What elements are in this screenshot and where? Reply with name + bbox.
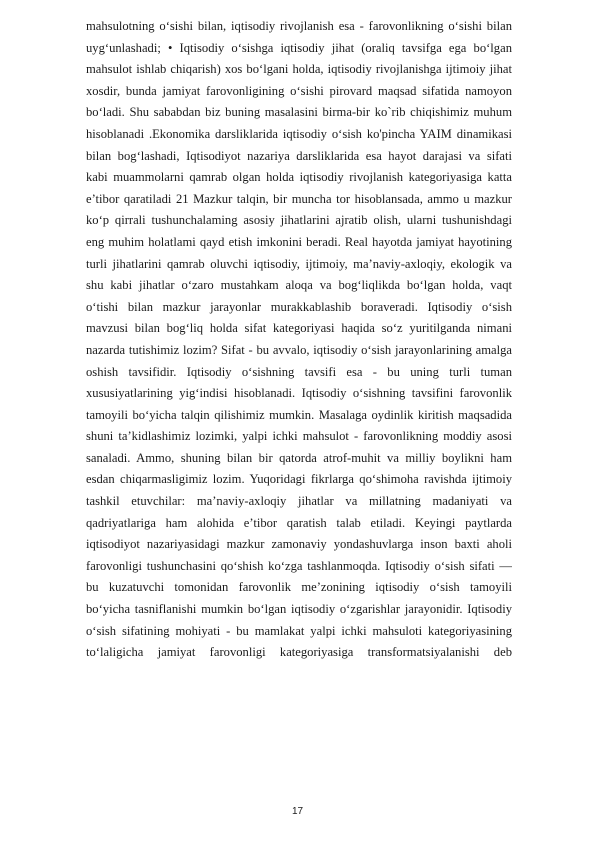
text-line: bilan bog‘lashadi, Iqtisodiyot nazariya darsliklarida esa hayot darajasi va sifati: [86, 148, 512, 163]
text-line: nazarda tutishimiz lozim? Sifat - bu avvalo, iqtisodiy o‘sish jarayonlarining amalga: [86, 342, 512, 357]
text-line: esdan chiqarmasligimiz lozim. Yuqoridagi fikrlarga qo‘shimoha ravishda ijtimoiy: [86, 472, 512, 487]
text-line: o‘tishi bilan mazkur jarayonlar murakkablashib boraveradi. Iqtisodiy o‘sish: [86, 299, 512, 314]
text-line: farovonligi tushunchasini qo‘shish ko‘zga tashlanmoqda. Iqtisodiy o‘sish sifati —: [86, 558, 512, 573]
text-line: mahsulot ishlab chiqarish) xos bo‘lgani holda, iqtisodiy rivojlanishga ijtimoiy jihat: [86, 62, 512, 77]
text-line: shu kabi jihatlar o‘zaro mustahkam aloqa va bog‘liqlikda bo‘lgan holda, vaqt: [86, 278, 512, 293]
text-line: oshish tavsifidir. Iqtisodiy o‘sishning tavsifi esa - bu uning turli tuman: [86, 364, 512, 379]
text-line: shuni ta’kidlashimiz lozimki, yalpi ichki mahsulot - farovonlikning moddiy asosi: [86, 429, 512, 444]
text-line: eng muhim holatlami qayd etish imkonini beradi. Real hayotda jamiyat hayotining: [86, 234, 512, 249]
text-line: uyg‘unlashadi; • Iqtisodiy o‘sishga iqtisodiy jihat (oraliq tavsifga ega bo‘lgan: [86, 40, 512, 55]
text-line: sanaladi. Ammo, shuning bilan bir qatorda atrof-muhit va milliy boylikni ham: [86, 450, 512, 465]
page-number: 17: [291, 806, 304, 817]
text-line: bo‘yicha tasniflanishi mumkin bo‘lgan iqtisodiy o‘zgarishlar jarayonidir. Iqtisodiy: [86, 602, 512, 617]
text-line: bo‘ladi. Shu sababdan biz buning masalasini birma-bir ko`rib chiqishimiz muhum: [86, 105, 512, 120]
body-text: [86, 16, 512, 664]
text-line: bu kuzatuvchi tomonidan farovonlik me’zonining iqtisodiy o‘sish tamoyili: [86, 580, 512, 595]
text-line: ko‘p qirrali tushunchalaming asosiy jihatlarini ajratib olish, ularni tushunishdagi: [86, 213, 512, 228]
text-line: kabi muammolarni qamrab olgan holda iqtisodiy rivojlanish kategoriyasiga katta: [86, 170, 512, 185]
text-line: qadriyatlariga ham alohida e’tibor qaratish talab etiladi. Keyingi paytlarda: [86, 515, 512, 530]
text-line: iqtisodiyot nazariyasidagi mazkur zamonaviy yondashuvlarga inson baxti aholi: [86, 537, 512, 552]
text-line: hisoblanadi .Ekonomika darsliklarida iqtisodiy o‘sish ko'pincha YAIM dinamikasi: [86, 126, 512, 141]
text-line: xususiyatlarining yig‘indisi hisoblanadi. Iqtisodiy o‘sishning tavsifini farovonlik: [86, 386, 512, 401]
text-line: mahsulotning o‘sishi bilan, iqtisodiy rivojlanish esa - farovonlikning o‘sishi bilan: [86, 19, 512, 33]
text-line: tamoyili bo‘yicha talqin qilishimiz mumkin. Masalaga oydinlik kiritish maqsadida: [86, 407, 512, 422]
text-line: turli jihatlarini qamrab oluvchi iqtisodiy, ijtimoiy, ma’naviy-axloqiy, ekologik va: [86, 256, 512, 271]
text-line: mavzusi bilan bog‘liq holda sifat kategoriyasi haqida so‘z yuritilganda nimani: [86, 321, 512, 336]
text-line: tashkil etuvchilar: ma’naviy-axloqiy jihatlar va millatning madaniyati va: [86, 494, 512, 509]
text-line: e’tibor qaratiladi 21 Mazkur talqin, bir muncha tor hisoblansada, ammo u mazkur: [86, 191, 512, 206]
text-line: to‘laligicha jamiyat farovonligi kategoriyasiga transformatsiyalanishi deb: [86, 645, 512, 660]
text-line: o‘sish sifatining mohiyati - bu mamlakat yalpi ichki mahsuloti kategoriyasining: [86, 623, 512, 638]
text-line: xosdir, bunda jamiyat farovonligining o‘sishi pirovard maqsad sifatida namoyon: [86, 83, 512, 98]
